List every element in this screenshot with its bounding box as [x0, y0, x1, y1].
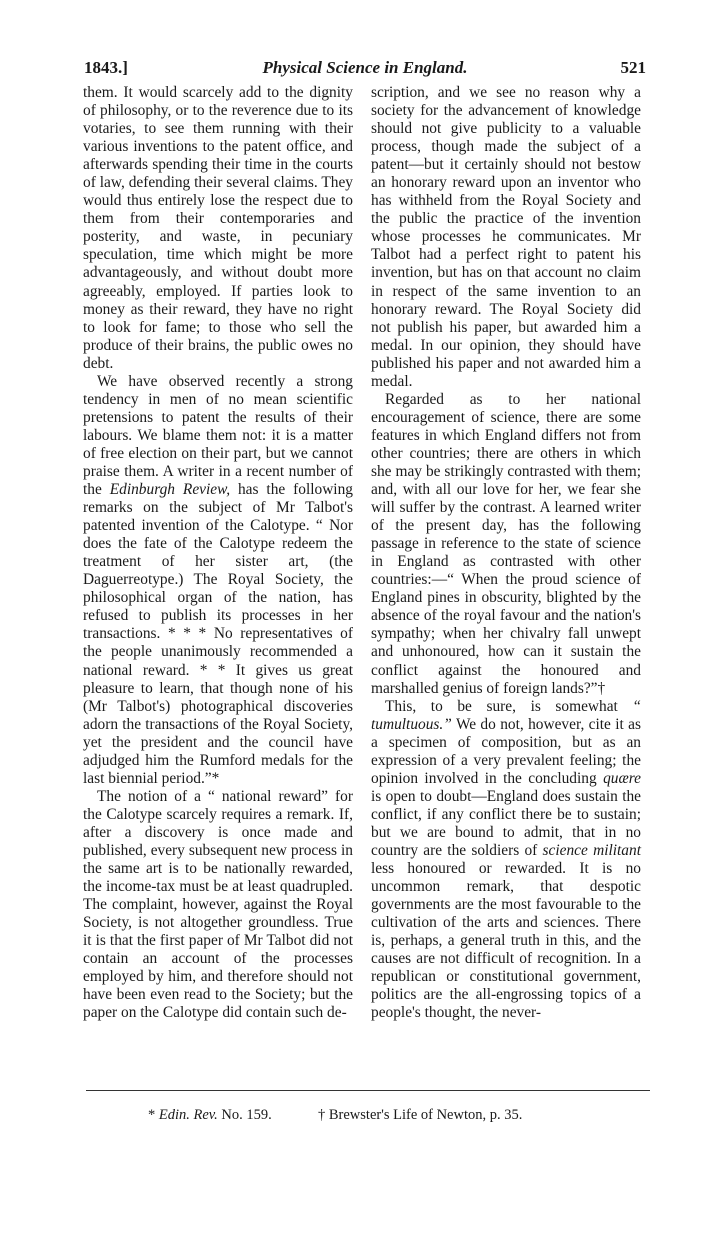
right-paragraph-3 [371, 698, 641, 1023]
footnote-divider [86, 1090, 650, 1091]
right-paragraph-3-text-d: less honoured or rewarded. It is no uncommon remark, that despotic governments are the most favourable to the cultivation of the arts and sciences. There is, perhaps, a general truth in this, and the causes are not difficult of recognition. In a republican or constitutional government, politics are the all-engrossing topics of a people's thought, the never- [371, 860, 641, 1022]
header-title: Physical Science in England. [262, 58, 468, 77]
footnote-2: † Brewster's Life of Newton, p. 35. [318, 1107, 523, 1123]
right-paragraph-2: Regarded as to her national encouragement of science, there are some features in which England differs not from other countries; there are others in which she may be strikingly contrasted with them; and, with all our love for her, we fear she will suffer by the contrast. A learned writer of the present day, has the following passage in reference to the state of science in England as contrasted with other countries:—“ When the proud science of England pines in obscurity, blighted by the absence of the royal favour and the nation's sympathy; when her chivalry fall unwept and unhonoured, how can it sustain the conflict against the honoured and marshalled genius of foreign lands?”† [371, 390, 641, 697]
left-paragraph-1: them. It would scarcely add to the dignity of philosophy, or to the reverence due to its votaries, to see them running with their various inventions to the patent office, and afterwards spending their time in the courts of law, defending their several claims. They would thus entirely lose the respect due to them from their contemporaries and posterity, and waste, in pecuniary speculation, time which might be more advantageously, and without doubt more agreeably, employed. If parties look to money as their reward, they have no right to look for fame; to those who sell the produce of their brains, the public owes no debt. [83, 84, 353, 372]
left-paragraph-2-text-a: We have observed recently a strong tendency in men of no mean scientific pretensions to patent the results of their labours. We blame them not: it is a matter of free election on their part, but we cannot praise them. A writer in a recent number of the [83, 372, 353, 499]
footnote-1-mark: * [148, 1107, 156, 1123]
right-paragraph-1: scription, and we see no reason why a society for the advancement of knowledge should not give publicity to a valuable process, though made the subject of a patent—but it certainly should not bestow an honorary reward upon an inventor who has withheld from the Royal Society and the public the practice of the invention whose processes he communicates. Mr Talbot had a perfect right to patent his invention, but has on that account no claim in respect of the same invention to an honorary reward. The Royal Society did not publish his paper, but awarded him a medal. In our opinion, they should have published his paper and not awarded him a medal. [371, 84, 641, 390]
footnotes [86, 1107, 650, 1129]
running-header [84, 58, 646, 82]
left-column [83, 84, 353, 1022]
right-paragraph-3-text-b: We do not, however, cite it as a specimen of composition, but as an expression of a very prevalent feeling; the opinion involved in the concluding [371, 715, 642, 787]
edinburgh-review-title: Edinburgh Review, [109, 481, 231, 499]
right-paragraph-3-text-a: This, to be sure, is somewhat [385, 697, 618, 715]
right-paragraph-3-text-c: is open to doubt—England does sustain the conflict, if any conflict there be to sustain; but we are bound to admit, that in no country are the soldiers of [371, 787, 641, 859]
footnote-1 [148, 1107, 272, 1124]
tumultuous-quote: “ tumultuous.” [371, 697, 641, 733]
left-paragraph-2-text-b: has the following remarks on the subject of Mr Talbot's patented invention of the Calotype. “ Nor does the fate of the Calotype redeem the treatment of her sister art, (the Daguerreotype.) The Royal Society, the philosophical organ of the nation, has refused to publish its processes in her transactions. * * * No representatives of the people unanimously recommended a national reward. * * It gives us great pleasure to learn, that though none of his (Mr Talbot's) photographical discoveries adorn the transactions of the Royal Society, yet the president and the council have adjudged him the Rumford medals for the last biennial period.”* [83, 481, 353, 787]
footnote-1-source: Edin. Rev. [158, 1107, 218, 1123]
left-paragraph-2 [83, 373, 353, 788]
header-year: 1843.] [84, 58, 128, 77]
quaere-term: quære [603, 769, 641, 787]
page-number: 521 [620, 58, 646, 77]
right-column [371, 84, 641, 1022]
footnote-1-number: No. 159. [221, 1107, 272, 1123]
science-militant-term: science militant [542, 841, 641, 859]
left-paragraph-3: The notion of a “ national reward” for the Calotype scarcely requires a remark. If, after a discovery is once made and published, every subsequent new process in the same art is to be nationally rewarded, the income-tax must be at least quadrupled. The complaint, however, against the Royal Society, is not altogether groundless. True it is that the first paper of Mr Talbot did not contain an account of the processes employed by him, and therefore should not have been even read to the Society; but the paper on the Calotype did contain such de- [83, 787, 353, 1022]
